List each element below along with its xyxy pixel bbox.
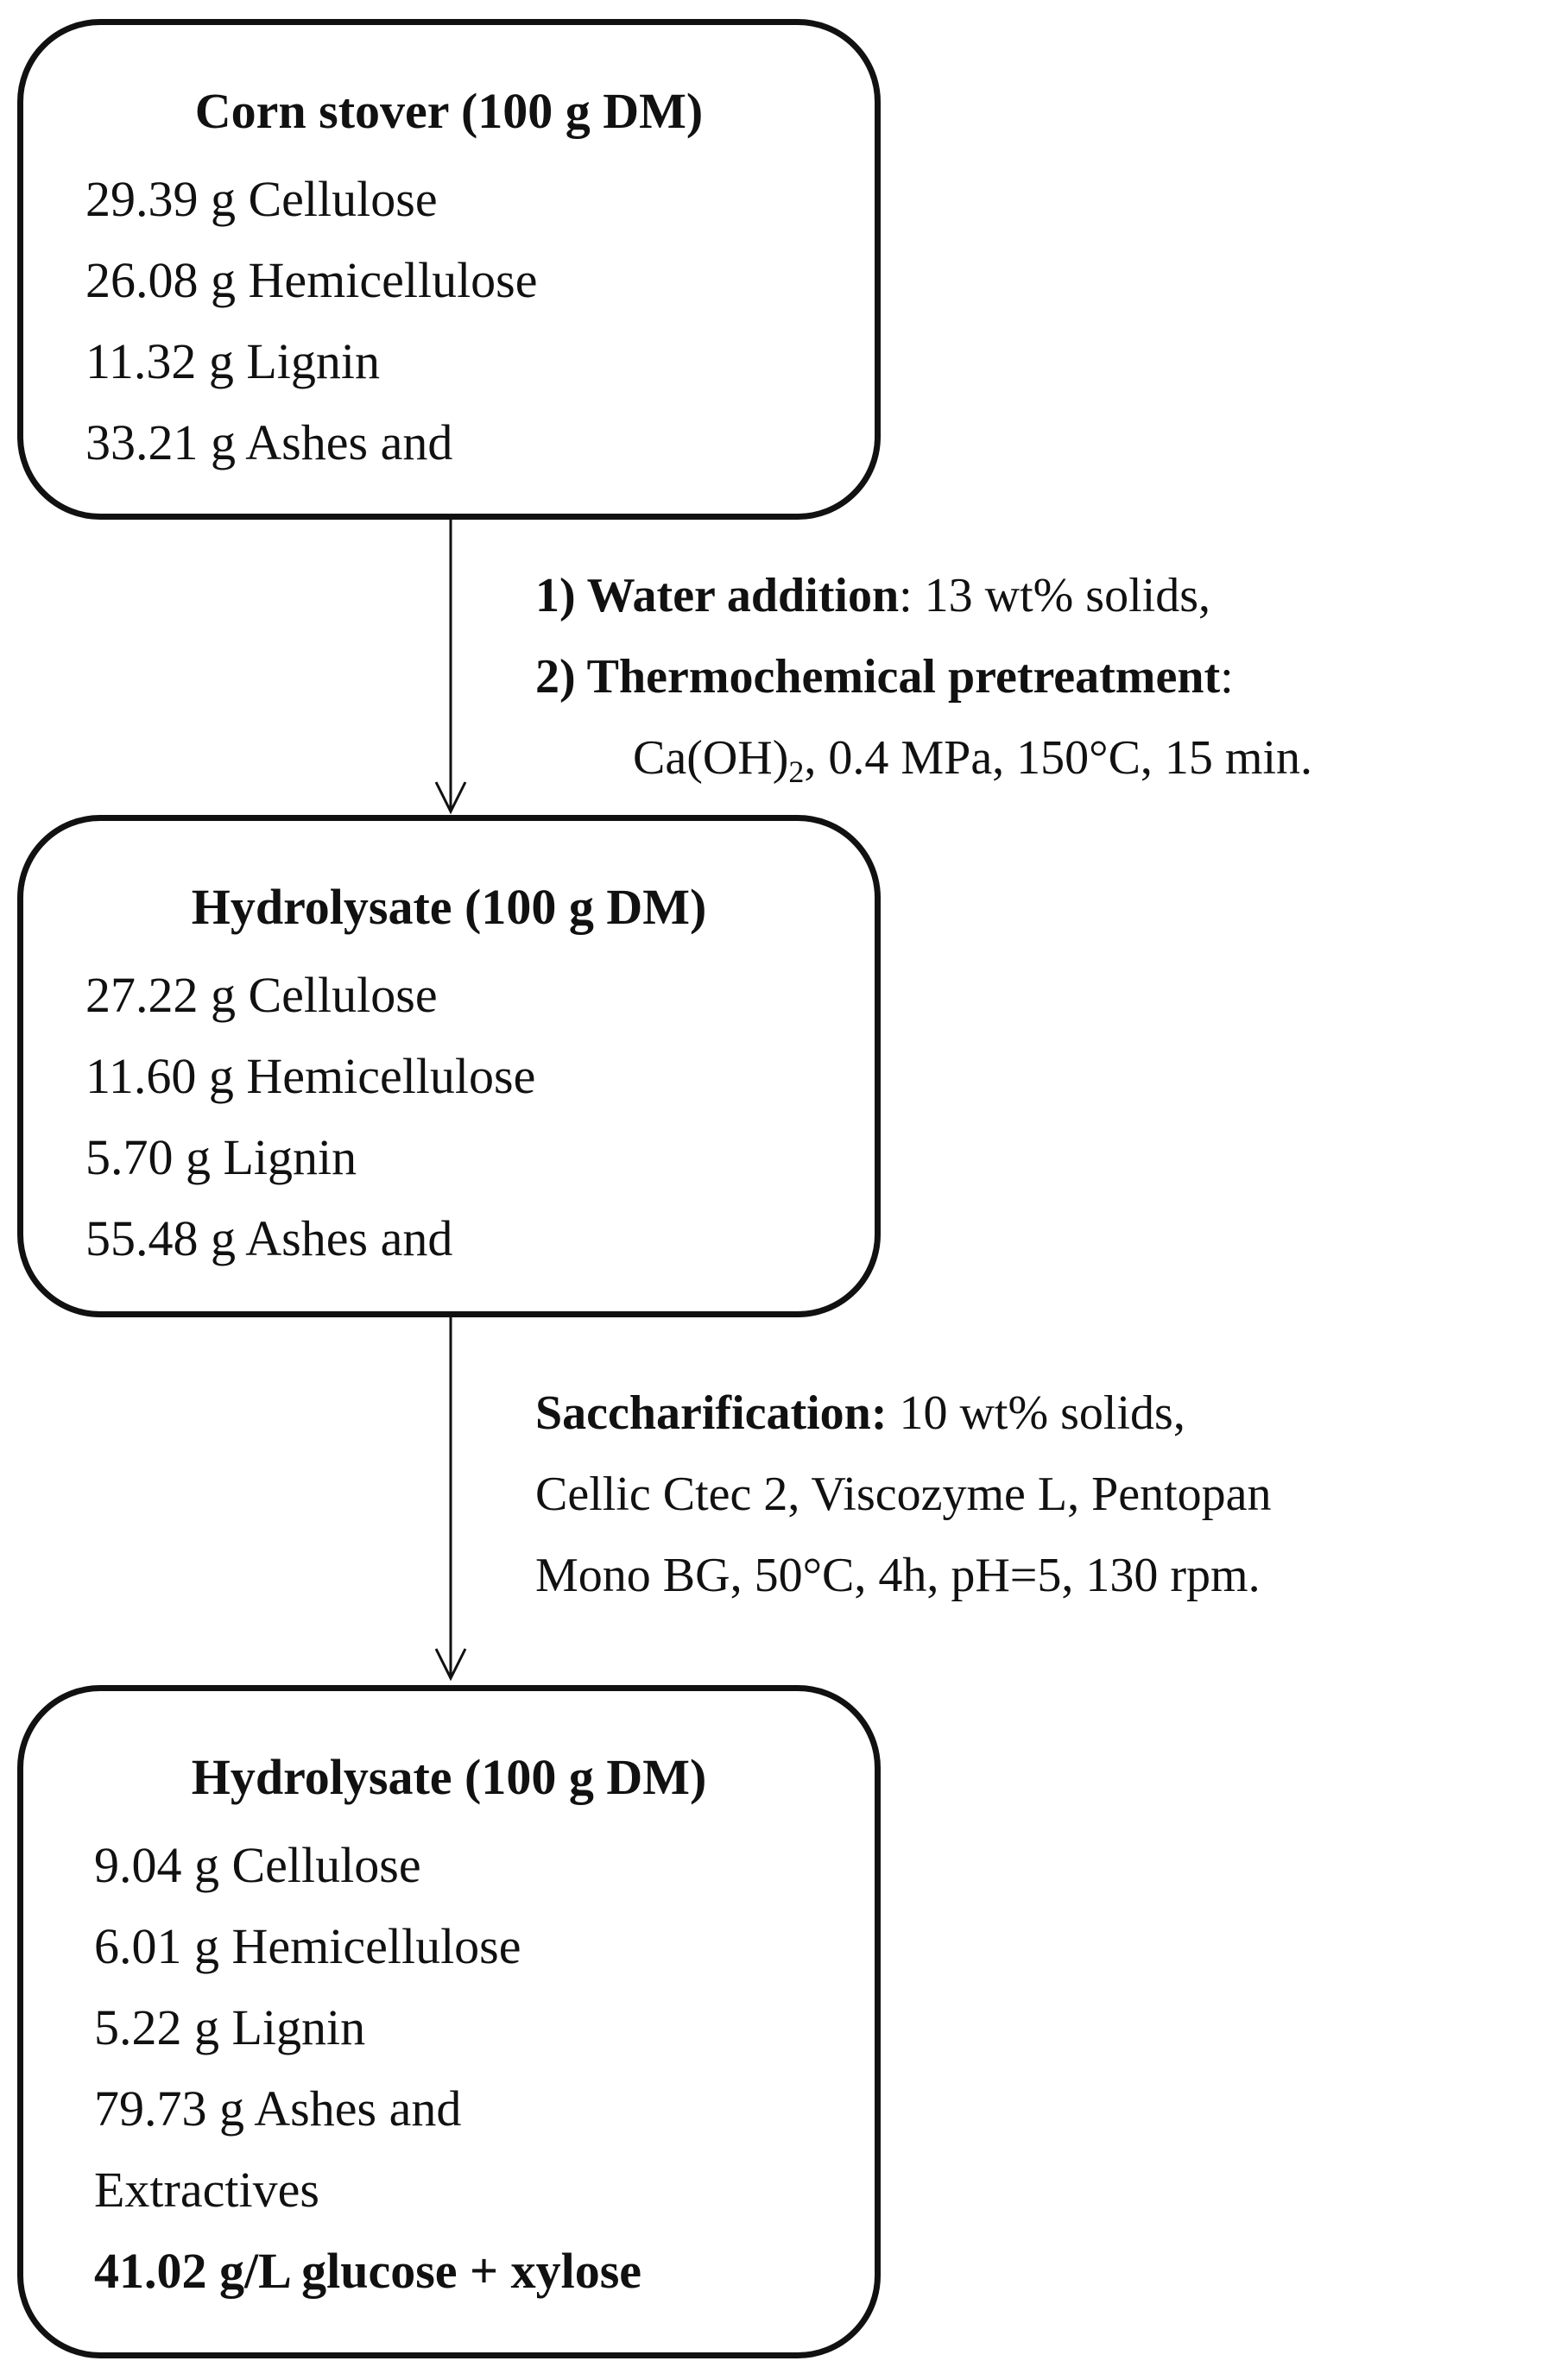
composition-line: 11.60 g Hemicellulose [85,1048,536,1104]
composition-line: 26.08 g Hemicellulose [85,252,538,308]
composition-line: 55.48 g Ashes and [85,1210,453,1266]
composition-line: 33.21 g Ashes and [85,414,453,470]
final-hydrolysate-composition [94,1825,641,2312]
composition-line: 9.04 g Cellulose [94,1837,421,1893]
corn-stover-title: Corn stover (100 g DM) [194,83,704,139]
composition-line: 6.01 g Hemicellulose [94,1918,521,1974]
water-addition-line: 1) Water addition: 13 wt% solids, [535,569,1211,622]
composition-line: 27.22 g Cellulose [85,967,438,1023]
composition-line: 29.39 g Cellulose [85,171,438,227]
final-hydrolysate-box [17,1685,881,2358]
corn-stover-box [17,19,881,520]
pretreatment-conditions-line: $Ca(OH)_2$, 0.4 MPa, 150°C, 15 min. [633,731,1313,789]
pretreated-hydrolysate-box [17,815,881,1317]
pretreatment-step-label [535,555,1312,799]
composition-line: Extractives [94,2162,319,2218]
pretreated-hydrolysate-title: Hydrolysate (100 g DM) [191,879,707,935]
enzymes-line: Cellic Ctec 2, Viscozyme L, Pentopan [535,1468,1272,1521]
thermochemical-line: 2) Thermochemical pretreatment: [535,650,1234,704]
composition-line: 5.22 g Lignin [94,1999,366,2055]
saccharification-conditions-line: Mono BG, 50°C, 4h, pH=5, 130 rpm. [535,1549,1261,1602]
corn-stover-composition [85,159,538,483]
composition-line: 79.73 g Ashes and [94,2080,462,2137]
saccharification-step-label [535,1373,1272,1616]
final-hydrolysate-title: Hydrolysate (100 g DM) [191,1749,707,1805]
composition-line: 11.32 g Lignin [85,333,381,389]
composition-line: 5.70 g Lignin [85,1129,357,1185]
pretreated-hydrolysate-composition [85,955,535,1279]
saccharification-line: Saccharification: 10 wt% solids, [535,1386,1185,1440]
sugar-yield-result: 41.02 g/L glucose + xylose [94,2243,642,2299]
